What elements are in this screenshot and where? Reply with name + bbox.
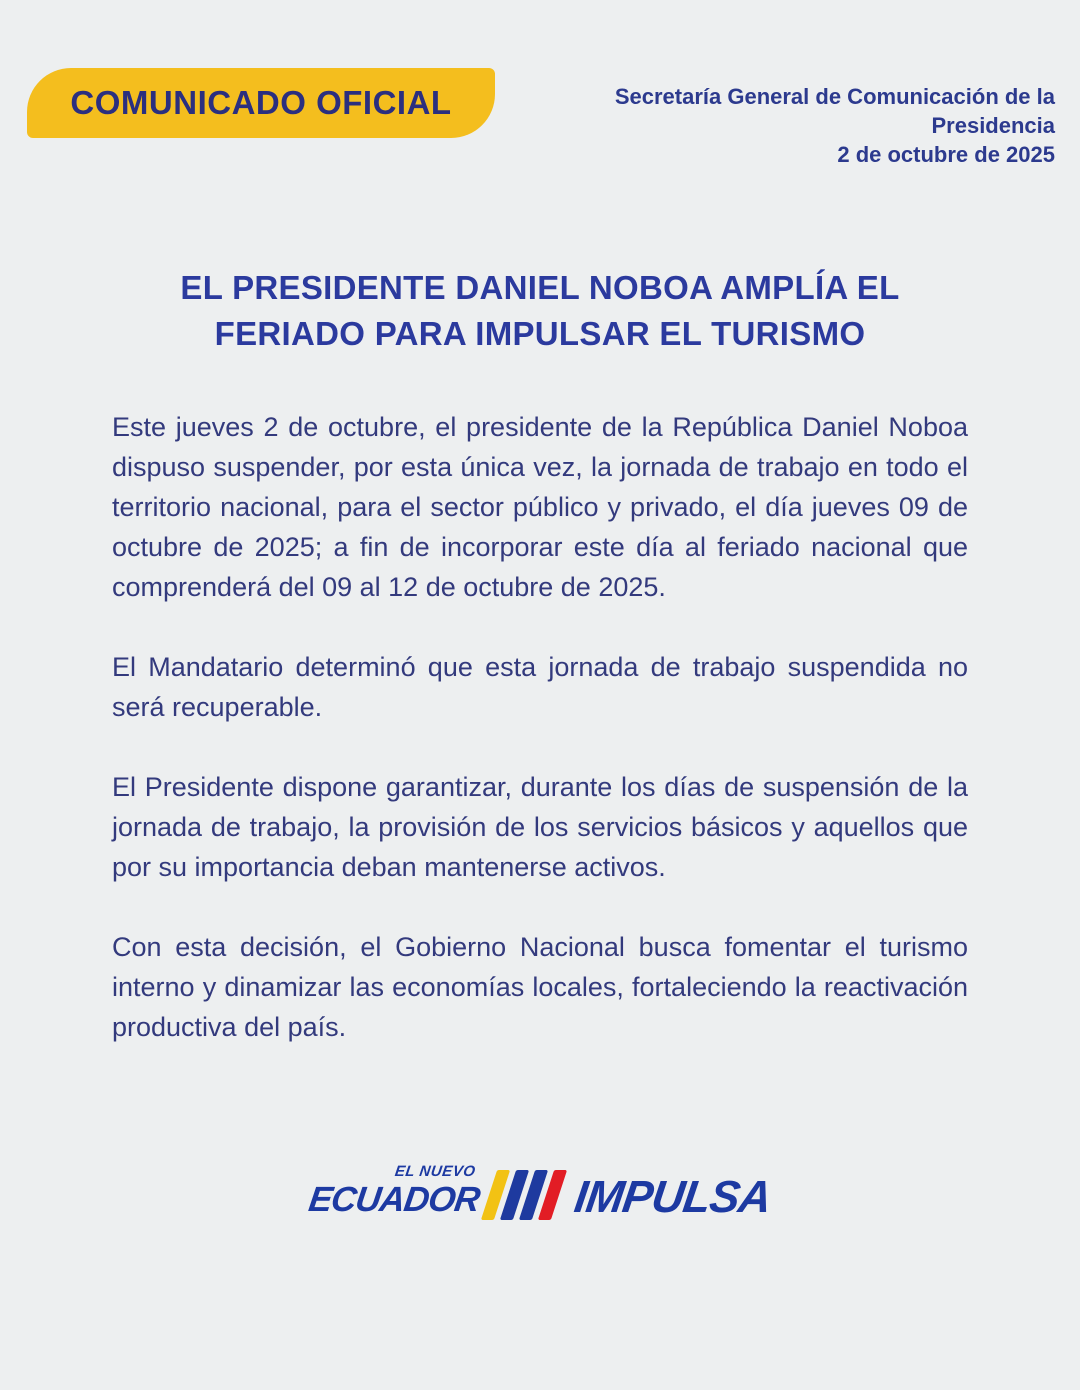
logo-ecuador-wordmark: ECUADOR: [306, 1180, 483, 1219]
header: [0, 0, 1080, 169]
announcement-title: [0, 265, 1080, 357]
body-paragraph: El Mandatario determinó que esta jornada de trabajo suspendida no será recuperable.: [112, 652, 968, 722]
government-brand-logo: [0, 1163, 1080, 1220]
body-paragraph: Este jueves 2 de octubre, el presidente de la República Daniel Noboa dispuso suspender, por esta única vez, la jornada de trabajo en todo el territorio nacional, para el sector público y privado, el día jueves 09 de octubre de 2025; a fin de incorporar este día al feriado nacional que comprenderá del 09 al 12 de octubre de 2025.: [112, 412, 968, 602]
logo-ecuador-block: [306, 1163, 483, 1220]
body-paragraph: El Presidente dispone garantizar, durante los días de suspensión de la jornada de trabajo, la provisión de los servicios básicos y aquellos que por su importancia deban mantenerse activos.: [112, 772, 968, 882]
flag-stripes: [489, 1170, 565, 1220]
issuing-office-label: Secretaría General de Comunicación de la Presidencia: [614, 84, 1055, 138]
banner-label: COMUNICADO OFICIAL: [70, 84, 452, 121]
logo-impulsa-wordmark: IMPULSA: [571, 1171, 775, 1222]
title-line-2: FERIADO PARA IMPULSAR EL TURISMO: [214, 315, 866, 352]
logo-tagline: EL NUEVO: [393, 1163, 477, 1180]
body-paragraph: Con esta decisión, el Gobierno Nacional busca fomentar el turismo interno y dinamizar las economías locales, fortaleciendo la reactivación productiva del país.: [112, 932, 968, 1042]
title-line-1: EL PRESIDENTE DANIEL NOBOA AMPLÍA EL: [180, 269, 900, 306]
announcement-body: [112, 407, 968, 1047]
publication-date: 2 de octubre de 2025: [837, 142, 1055, 167]
official-communique-banner: [27, 68, 495, 138]
header-meta: [495, 68, 1080, 169]
